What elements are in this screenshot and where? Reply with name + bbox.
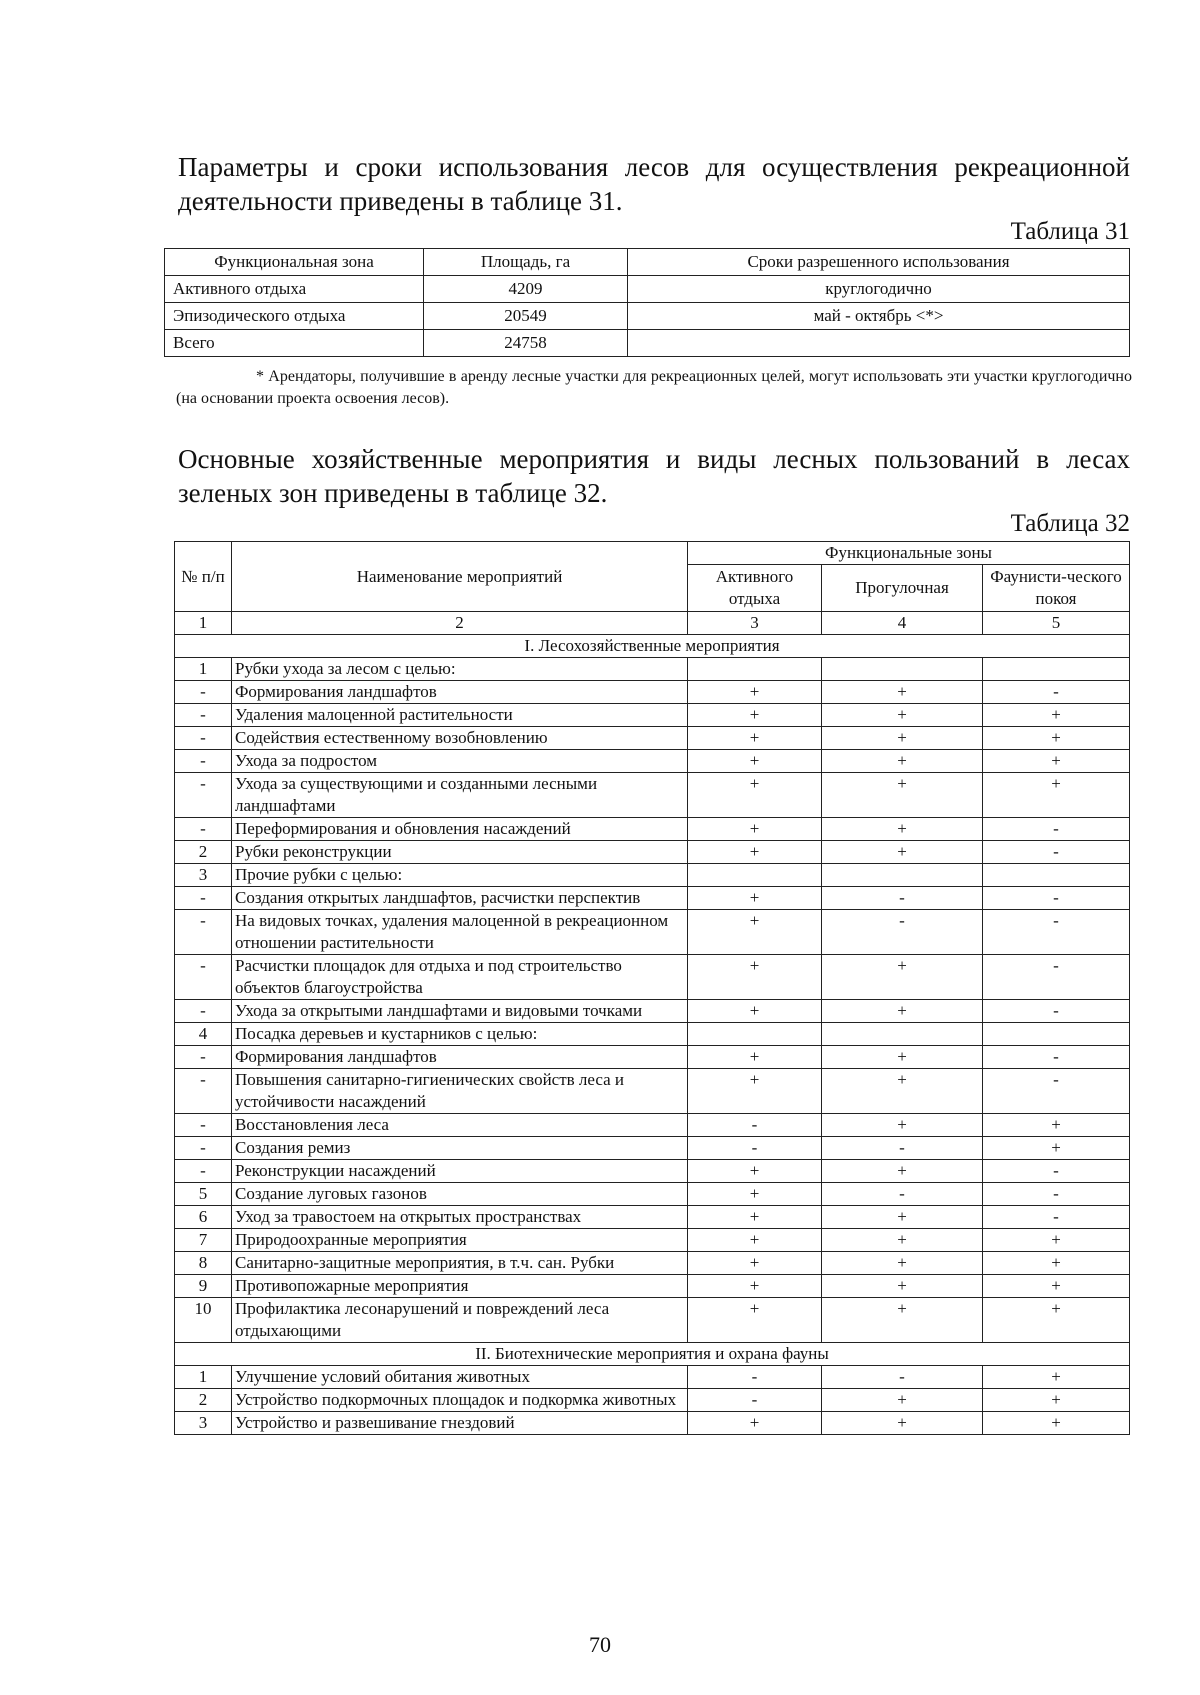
activity-name: Расчистки площадок для отдыха и под строительство объектов благоустройства (232, 955, 688, 1000)
table-row (175, 841, 1130, 864)
activity-name: Посадка деревьев и кустарников с целью: (232, 1023, 688, 1046)
row-number: 9 (175, 1275, 232, 1298)
mark-active: + (688, 1046, 822, 1069)
table-row (175, 750, 1130, 773)
mark-walk: + (822, 750, 983, 773)
mark-fauna (983, 1023, 1130, 1046)
table-row (175, 727, 1130, 750)
table31-cell: круглогодично (628, 276, 1130, 303)
activity-name: Создания ремиз (232, 1137, 688, 1160)
mark-fauna: - (983, 1206, 1130, 1229)
row-number: - (175, 1137, 232, 1160)
activity-name: Санитарно-защитные мероприятия, в т.ч. сан. Рубки (232, 1252, 688, 1275)
row-number: 2 (175, 841, 232, 864)
row-number: - (175, 955, 232, 1000)
table-row (175, 1114, 1130, 1137)
table-row (175, 1137, 1130, 1160)
mark-walk: + (822, 1206, 983, 1229)
row-number: 5 (175, 1183, 232, 1206)
table-row (175, 1000, 1130, 1023)
mark-active: - (688, 1366, 822, 1389)
table31-cell: 24758 (424, 330, 628, 357)
activity-name: Реконструкции насаждений (232, 1160, 688, 1183)
mark-active: + (688, 1412, 822, 1435)
activity-name: Удаления малоценной растительности (232, 704, 688, 727)
table31-cell: Эпизодического отдыха (165, 303, 424, 330)
row-number: 1 (175, 1366, 232, 1389)
table31-row (165, 330, 1130, 357)
column-numbers-row (175, 612, 1130, 635)
table31-cell: май - октябрь <*> (628, 303, 1130, 330)
table31-row (165, 276, 1130, 303)
mark-walk: + (822, 681, 983, 704)
table-row (175, 1023, 1130, 1046)
mark-active (688, 864, 822, 887)
row-number: - (175, 750, 232, 773)
table31-cell: 4209 (424, 276, 628, 303)
activity-name: Ухода за открытыми ландшафтами и видовыми точками (232, 1000, 688, 1023)
mark-walk (822, 1023, 983, 1046)
table-row (175, 1183, 1130, 1206)
mark-fauna: - (983, 818, 1130, 841)
mark-walk: + (822, 818, 983, 841)
table-row (175, 1389, 1130, 1412)
mark-walk: + (822, 1389, 983, 1412)
mark-active: + (688, 727, 822, 750)
mark-walk: + (822, 1229, 983, 1252)
mark-walk: + (822, 1412, 983, 1435)
mark-walk: + (822, 955, 983, 1000)
mark-walk (822, 658, 983, 681)
mark-active: + (688, 1252, 822, 1275)
mark-fauna: + (983, 1298, 1130, 1343)
table-row (175, 1160, 1130, 1183)
row-number: 4 (175, 1023, 232, 1046)
mark-active: + (688, 955, 822, 1000)
activity-name: Профилактика лесонарушений и повреждений леса отдыхающими (232, 1298, 688, 1343)
mark-walk: + (822, 773, 983, 818)
header-num: № п/п (175, 542, 232, 612)
table-row (175, 887, 1130, 910)
header-zone-active: Активного отдыха (688, 565, 822, 612)
mark-walk: - (822, 1137, 983, 1160)
activity-name: Уход за травостоем на открытых пространствах (232, 1206, 688, 1229)
mark-fauna: - (983, 1160, 1130, 1183)
table31-cell (628, 330, 1130, 357)
intro-paragraph-1: Параметры и сроки использования лесов для осуществления рекреационной деятельности приведены в таблице 31. (178, 152, 1130, 216)
header-zone-fauna: Фаунисти-ческого покоя (983, 565, 1130, 612)
row-number: 3 (175, 1412, 232, 1435)
activity-name: Содействия естественному возобновлению (232, 727, 688, 750)
row-number: 3 (175, 864, 232, 887)
row-number: - (175, 704, 232, 727)
section-title: I. Лесохозяйственные мероприятия (175, 635, 1130, 658)
activity-name: Переформирования и обновления насаждений (232, 818, 688, 841)
mark-fauna: + (983, 1229, 1130, 1252)
table-row (175, 773, 1130, 818)
mark-active (688, 658, 822, 681)
row-number: - (175, 1000, 232, 1023)
table31-cell: Активного отдыха (165, 276, 424, 303)
table-row (175, 1366, 1130, 1389)
activity-name: Устройство подкормочных площадок и подкормка животных (232, 1389, 688, 1412)
table-row (175, 1252, 1130, 1275)
table31-footnote: * Арендаторы, получившие в аренду лесные участки для рекреационных целей, могут использовать эти участки круглогодично (на основании проекта освоения лесов). (176, 368, 1132, 407)
table31-header-row (165, 249, 1130, 276)
mark-walk: + (822, 841, 983, 864)
row-number: 1 (175, 658, 232, 681)
table-row (175, 1229, 1130, 1252)
mark-fauna: + (983, 727, 1130, 750)
row-number: - (175, 1114, 232, 1137)
table31-row (165, 303, 1130, 330)
mark-active: + (688, 750, 822, 773)
activity-name: Формирования ландшафтов (232, 681, 688, 704)
mark-walk: + (822, 1275, 983, 1298)
row-number: - (175, 818, 232, 841)
table31-header-cell: Площадь, га (424, 249, 628, 276)
table31-header-cell: Функциональная зона (165, 249, 424, 276)
mark-active: + (688, 1000, 822, 1023)
mark-active: + (688, 1206, 822, 1229)
table31-cell: 20549 (424, 303, 628, 330)
mark-fauna: + (983, 1137, 1130, 1160)
column-number: 2 (232, 612, 688, 635)
mark-active: + (688, 1160, 822, 1183)
mark-fauna: + (983, 1252, 1130, 1275)
mark-fauna: + (983, 773, 1130, 818)
mark-walk: + (822, 1000, 983, 1023)
activity-name: Прочие рубки с целью: (232, 864, 688, 887)
row-number: 8 (175, 1252, 232, 1275)
activity-name: Формирования ландшафтов (232, 1046, 688, 1069)
mark-walk: + (822, 704, 983, 727)
activity-name: Улучшение условий обитания животных (232, 1366, 688, 1389)
activity-name: Устройство и развешивание гнездовий (232, 1412, 688, 1435)
table-row (175, 1206, 1130, 1229)
activity-name: Создания открытых ландшафтов, расчистки перспектив (232, 887, 688, 910)
mark-walk: - (822, 1183, 983, 1206)
row-number: - (175, 727, 232, 750)
column-number: 5 (983, 612, 1130, 635)
mark-active: + (688, 818, 822, 841)
mark-walk: - (822, 910, 983, 955)
mark-active: + (688, 1183, 822, 1206)
mark-fauna: + (983, 1389, 1130, 1412)
mark-fauna: + (983, 1366, 1130, 1389)
header-zones: Функциональные зоны (688, 542, 1130, 565)
table31-cell: Всего (165, 330, 424, 357)
header-zone-walk: Прогулочная (822, 565, 983, 612)
mark-walk: + (822, 1298, 983, 1343)
activity-name: Рубки реконструкции (232, 841, 688, 864)
mark-walk: + (822, 1069, 983, 1114)
intro-paragraph-2: Основные хозяйственные мероприятия и виды лесных пользований в лесах зеленых зон приведены в таблице 32. (178, 444, 1130, 508)
activity-name: Ухода за подростом (232, 750, 688, 773)
mark-fauna: + (983, 704, 1130, 727)
table-row (175, 658, 1130, 681)
activity-name: Восстановления леса (232, 1114, 688, 1137)
mark-active: - (688, 1137, 822, 1160)
section-row (175, 1343, 1130, 1366)
mark-walk: - (822, 887, 983, 910)
table-row (175, 1298, 1130, 1343)
page-number: 70 (589, 1632, 611, 1657)
mark-active: + (688, 681, 822, 704)
mark-fauna: - (983, 1069, 1130, 1114)
row-number: - (175, 1069, 232, 1114)
activity-name: Противопожарные мероприятия (232, 1275, 688, 1298)
mark-walk: + (822, 1046, 983, 1069)
mark-active: + (688, 704, 822, 727)
mark-fauna (983, 864, 1130, 887)
row-number: - (175, 1046, 232, 1069)
activity-name: Природоохранные мероприятия (232, 1229, 688, 1252)
mark-walk: + (822, 1252, 983, 1275)
mark-fauna: + (983, 1114, 1130, 1137)
table31-caption: Таблица 31 (1010, 218, 1130, 245)
table-32 (174, 541, 1130, 1435)
table-row (175, 1046, 1130, 1069)
row-number: 7 (175, 1229, 232, 1252)
column-number: 1 (175, 612, 232, 635)
mark-fauna: + (983, 1275, 1130, 1298)
activity-name: Рубки ухода за лесом с целью: (232, 658, 688, 681)
row-number: 6 (175, 1206, 232, 1229)
table-row (175, 864, 1130, 887)
row-number: - (175, 1160, 232, 1183)
mark-active: + (688, 910, 822, 955)
table-row (175, 955, 1130, 1000)
mark-walk: - (822, 1366, 983, 1389)
mark-fauna: - (983, 887, 1130, 910)
mark-fauna: + (983, 750, 1130, 773)
activity-name: Ухода за существующими и созданными лесными ландшафтами (232, 773, 688, 818)
mark-active (688, 1023, 822, 1046)
mark-fauna: - (983, 681, 1130, 704)
table31-header-cell: Сроки разрешенного использования (628, 249, 1130, 276)
mark-fauna (983, 658, 1130, 681)
row-number: - (175, 910, 232, 955)
row-number: 10 (175, 1298, 232, 1343)
column-number: 4 (822, 612, 983, 635)
header-name: Наименование мероприятий (232, 542, 688, 612)
mark-fauna: - (983, 1183, 1130, 1206)
activity-name: Повышения санитарно-гигиенических свойств леса и устойчивости насаждений (232, 1069, 688, 1114)
mark-walk: + (822, 1114, 983, 1137)
activity-name: На видовых точках, удаления малоценной в рекреационном отношении растительности (232, 910, 688, 955)
section-title: II. Биотехнические мероприятия и охрана фауны (175, 1343, 1130, 1366)
row-number: - (175, 681, 232, 704)
mark-walk: + (822, 1160, 983, 1183)
mark-active: + (688, 841, 822, 864)
mark-fauna: - (983, 841, 1130, 864)
column-number: 3 (688, 612, 822, 635)
mark-active: + (688, 1229, 822, 1252)
row-number: 2 (175, 1389, 232, 1412)
table-row (175, 910, 1130, 955)
table-row (175, 818, 1130, 841)
mark-active: - (688, 1389, 822, 1412)
mark-fauna: - (983, 910, 1130, 955)
mark-walk: + (822, 727, 983, 750)
table-row (175, 1275, 1130, 1298)
mark-walk (822, 864, 983, 887)
mark-fauna: - (983, 1000, 1130, 1023)
mark-active: - (688, 1114, 822, 1137)
table-row (175, 704, 1130, 727)
table-row (175, 1069, 1130, 1114)
row-number: - (175, 773, 232, 818)
mark-active: + (688, 773, 822, 818)
table-row (175, 1412, 1130, 1435)
row-number: - (175, 887, 232, 910)
mark-active: + (688, 1069, 822, 1114)
mark-active: + (688, 1275, 822, 1298)
mark-fauna: - (983, 955, 1130, 1000)
table-31 (164, 248, 1130, 357)
table32-caption: Таблица 32 (1010, 510, 1130, 537)
mark-fauna: - (983, 1046, 1130, 1069)
mark-active: + (688, 887, 822, 910)
table-row (175, 681, 1130, 704)
section-row (175, 635, 1130, 658)
mark-fauna: + (983, 1412, 1130, 1435)
mark-active: + (688, 1298, 822, 1343)
activity-name: Создание луговых газонов (232, 1183, 688, 1206)
